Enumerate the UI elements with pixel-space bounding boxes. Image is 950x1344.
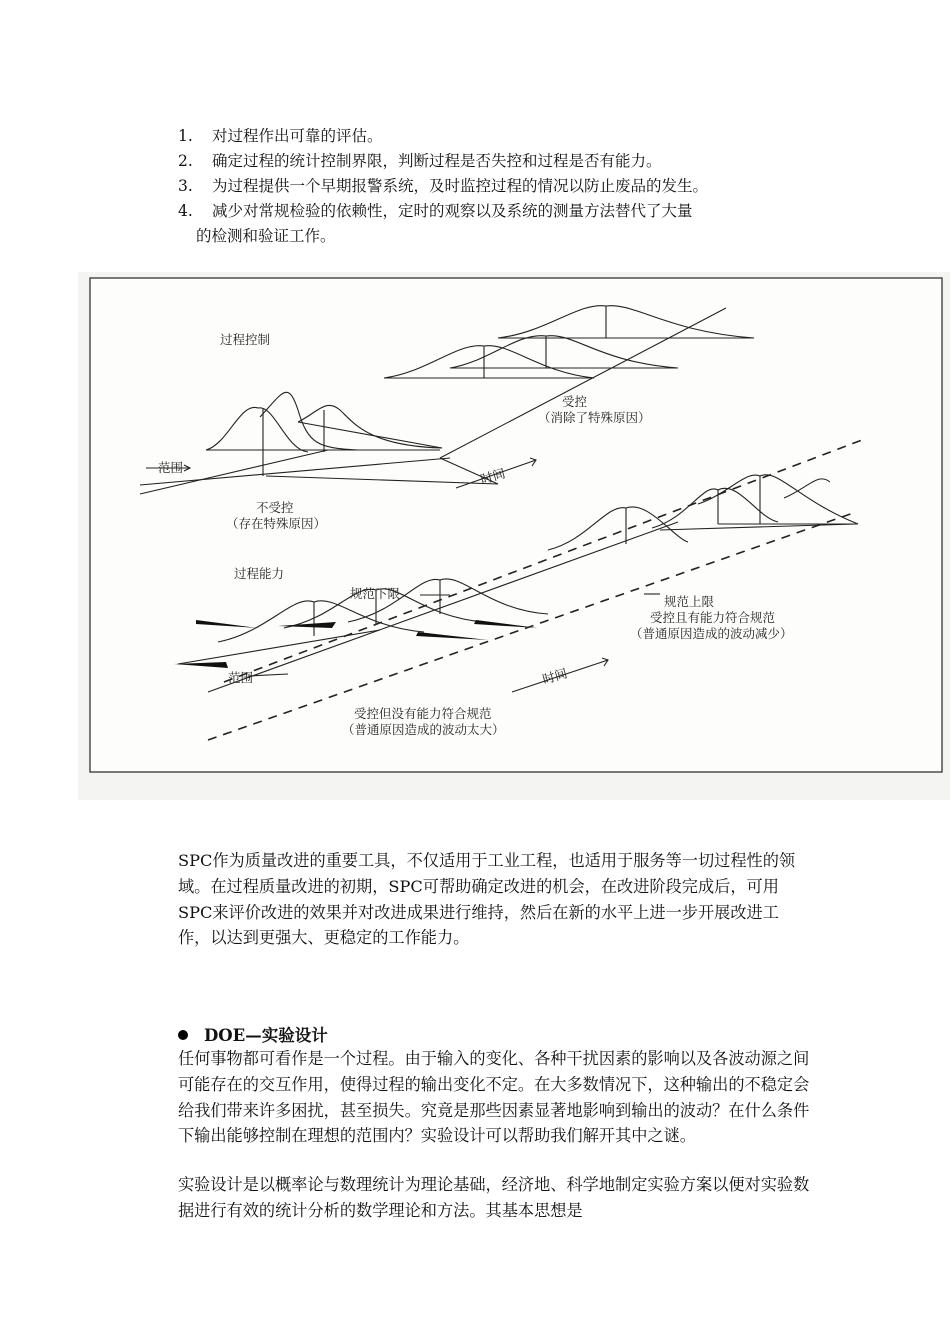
- doe-paragraph-2: 实验设计是以概率论与数理统计为理论基础，经济地、科学地制定实验方案以便对实验数据进行有效的统计分析的数学理论和方法。其基本思想是: [178, 1175, 810, 1220]
- label-process-capability: 过程能力: [234, 566, 285, 581]
- label-capable: 受控且有能力符合规范: [650, 610, 776, 625]
- bullet-dot: [178, 1030, 188, 1040]
- label-capable-note: （普通原因造成的波动减少）: [630, 626, 793, 641]
- list-item: 3. 为过程提供一个早期报警系统，及时监控过程的情况以防止废品的发生。: [178, 177, 709, 195]
- process-control-figure: [78, 272, 950, 800]
- label-time-bottom: 时间: [540, 665, 569, 687]
- doe-heading-text: DOE—实验设计: [204, 1026, 328, 1045]
- label-uncontrolled-note: （存在特殊原因）: [226, 516, 327, 531]
- label-time-top: 时间: [478, 465, 507, 487]
- label-upper-spec: 规范上限: [664, 594, 715, 609]
- doe-heading: [178, 1022, 328, 1046]
- label-controlled-note: （消除了特殊原因）: [538, 410, 651, 425]
- label-not-capable: 受控但没有能力符合规范: [354, 706, 492, 721]
- figure-svg: [78, 272, 950, 800]
- spc-benefits-list: [178, 124, 838, 249]
- list-item: 4. 减少对常规检验的依赖性，定时的观察以及系统的测量方法替代了大量: [178, 202, 693, 220]
- spc-paragraph: SPC作为质量改进的重要工具，不仅适用于工业工程，也适用于服务等一切过程性的领域。在过程质量改进的初期，SPC可帮助确定改进的机会，在改进阶段完成后，可用SPC来评价改进的效果并对改进成果进行维持，然后在新的水平上进一步开展改进工作，以达到更强大、更稳定的工作能力。: [178, 851, 796, 948]
- doe-paragraph-1: 任何事物都可看作是一个过程。由于输入的变化、各种干扰因素的影响以及各波动源之间可能存在的交互作用，使得过程的输出变化不定。在大多数情况下，这种输出的不稳定会给我们带来许多困扰，甚至损失。究竟是那些因素显著地影响到输出的波动？在什么条件下输出能够控制在理想的范围内？实验设计可以帮助我们解开其中之谜。: [178, 1049, 810, 1146]
- label-range-top: 范围: [158, 460, 184, 475]
- list-item-continuation: 的检测和验证工作。: [196, 227, 336, 245]
- label-uncontrolled: 不受控: [256, 500, 294, 515]
- label-not-capable-note: （普通原因造成的波动太大）: [342, 722, 505, 737]
- list-item: 1. 对过程作出可靠的评估。: [178, 127, 383, 145]
- label-controlled: 受控: [562, 394, 588, 409]
- label-process-control: 过程控制: [220, 332, 271, 347]
- label-lower-spec: 规范下限: [350, 586, 401, 601]
- list-item: 2. 确定过程的统计控制界限，判断过程是否失控和过程是否有能力。: [178, 152, 662, 170]
- label-range-bottom: 范围: [228, 670, 254, 685]
